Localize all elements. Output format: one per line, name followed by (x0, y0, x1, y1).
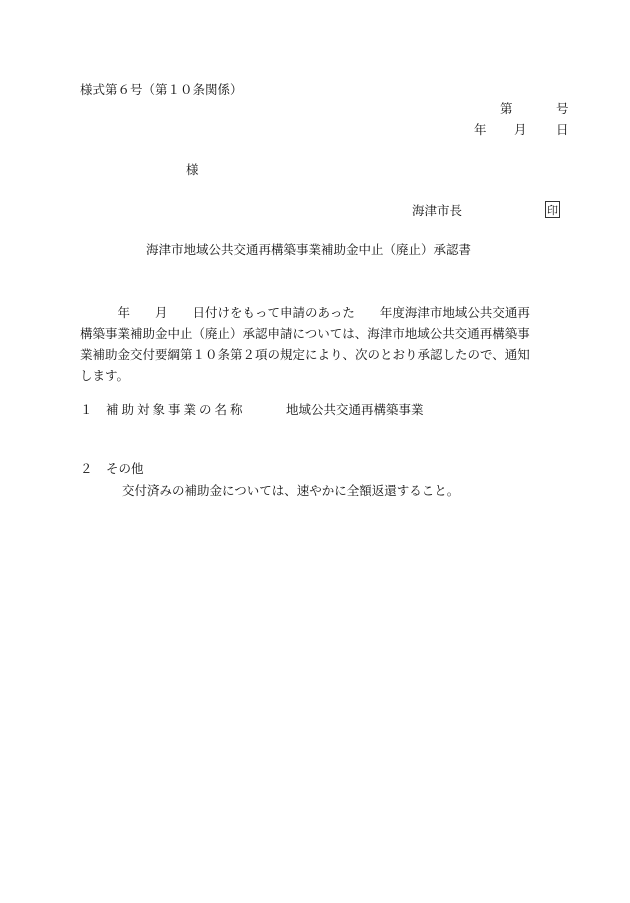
date-year-label: 年 (474, 122, 487, 137)
document-number-prefix: 第 (500, 101, 513, 116)
body-line: 構築事業補助金中止（廃止）承認申請については、海津市地域公共交通再構築事 (80, 326, 530, 341)
body-line: 業補助金交付要綱第１０条第２項の規定により、次のとおり承認したので、通知 (80, 347, 530, 362)
item-2-text: 交付済みの補助金については、速やかに全額返還すること。 (122, 483, 460, 498)
item-1-label: 補助対象事業の名称 (106, 402, 246, 417)
date-day-label: 日 (556, 122, 569, 137)
issuer-name: 海津市長 (412, 203, 463, 218)
item-2-number: ２ (80, 461, 93, 476)
addressee-honorific: 様 (186, 162, 199, 177)
body-paragraph (80, 302, 580, 386)
seal-mark: 印 (545, 201, 560, 218)
body-line: 年 月 日付けをもって申請のあった 年度海津市地域公共交通再 (80, 305, 530, 320)
date-month-label: 月 (514, 122, 527, 137)
item-2-label: その他 (106, 461, 144, 476)
form-number: 様式第６号（第１０条関係） (80, 82, 243, 97)
item-1-number: １ (80, 402, 93, 417)
document-title: 海津市地域公共交通再構築事業補助金中止（廃止）承認書 (146, 242, 472, 257)
document-number-suffix: 号 (556, 101, 569, 116)
item-1-value: 地域公共交通再構築事業 (286, 402, 424, 417)
body-line: します。 (80, 368, 130, 383)
